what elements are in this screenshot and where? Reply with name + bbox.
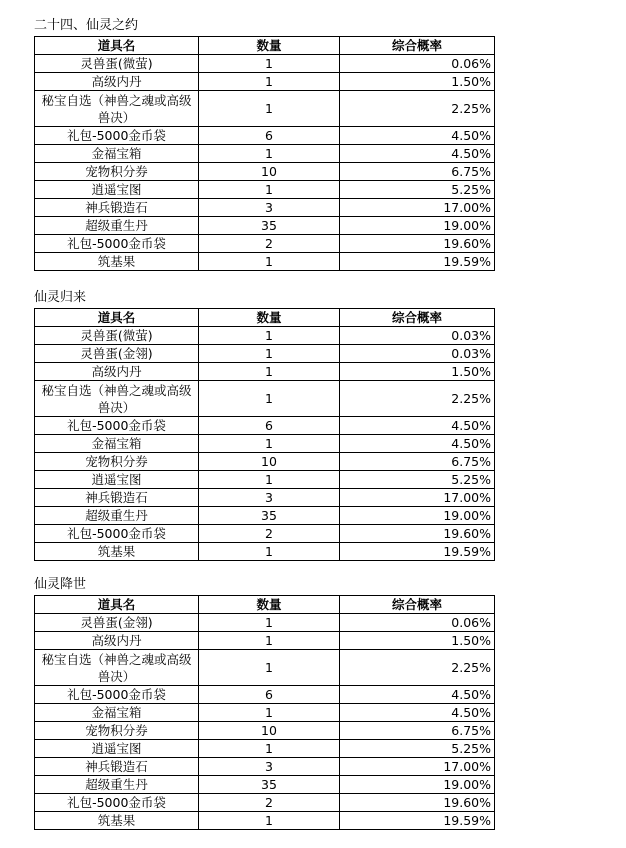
quantity-cell: 1 (199, 145, 340, 163)
table-row (35, 163, 495, 181)
quantity-cell: 2 (199, 525, 340, 543)
quantity-cell: 1 (199, 704, 340, 722)
quantity-cell: 1 (199, 181, 340, 199)
item-name-cell: 超级重生丹 (35, 507, 199, 525)
probability-cell: 4.50% (340, 704, 495, 722)
item-name-cell: 秘宝自选（神兽之魂或高级兽决） (35, 381, 199, 417)
probability-cell: 2.25% (340, 91, 495, 127)
table-row (35, 381, 495, 417)
quantity-cell: 2 (199, 235, 340, 253)
quantity-cell: 1 (199, 812, 340, 830)
item-name-cell: 灵兽蛋(微萤) (35, 327, 199, 345)
item-name-cell: 灵兽蛋(微萤) (35, 55, 199, 73)
quantity-cell: 1 (199, 73, 340, 91)
probability-cell: 4.50% (340, 127, 495, 145)
table-row (35, 345, 495, 363)
drop-rate-table (34, 595, 495, 830)
probability-cell: 19.59% (340, 253, 495, 271)
probability-cell: 1.50% (340, 632, 495, 650)
probability-cell: 19.59% (340, 812, 495, 830)
header-item-name: 道具名 (35, 37, 199, 55)
item-name-cell: 逍遥宝图 (35, 740, 199, 758)
probability-cell: 19.00% (340, 776, 495, 794)
quantity-cell: 1 (199, 543, 340, 561)
table-row (35, 758, 495, 776)
table-row (35, 55, 495, 73)
probability-cell: 17.00% (340, 758, 495, 776)
table-header-row (35, 596, 495, 614)
probability-cell: 1.50% (340, 73, 495, 91)
quantity-cell: 1 (199, 327, 340, 345)
item-name-cell: 神兵锻造石 (35, 489, 199, 507)
table-row (35, 73, 495, 91)
probability-cell: 19.00% (340, 217, 495, 235)
item-name-cell: 神兵锻造石 (35, 199, 199, 217)
section-title: 仙灵归来 (34, 290, 87, 305)
table-row (35, 507, 495, 525)
probability-cell: 19.60% (340, 235, 495, 253)
probability-cell: 0.03% (340, 345, 495, 363)
table-row (35, 722, 495, 740)
header-probability: 综合概率 (340, 596, 495, 614)
table-row (35, 181, 495, 199)
table-row (35, 686, 495, 704)
table-row (35, 327, 495, 345)
table-row (35, 812, 495, 830)
item-name-cell: 礼包-5000金币袋 (35, 235, 199, 253)
table-header-row (35, 37, 495, 55)
item-name-cell: 灵兽蛋(金翎) (35, 614, 199, 632)
table-row (35, 543, 495, 561)
table-row (35, 650, 495, 686)
quantity-cell: 6 (199, 686, 340, 704)
item-name-cell: 筑基果 (35, 253, 199, 271)
probability-cell: 0.03% (340, 327, 495, 345)
header-quantity: 数量 (199, 37, 340, 55)
probability-cell: 19.00% (340, 507, 495, 525)
table-row (35, 435, 495, 453)
table-row (35, 363, 495, 381)
table-row (35, 704, 495, 722)
header-item-name: 道具名 (35, 309, 199, 327)
drop-rate-table (34, 36, 495, 271)
item-name-cell: 宠物积分券 (35, 453, 199, 471)
quantity-cell: 1 (199, 363, 340, 381)
table-row (35, 614, 495, 632)
table-row (35, 253, 495, 271)
quantity-cell: 1 (199, 650, 340, 686)
probability-cell: 19.59% (340, 543, 495, 561)
table-row (35, 489, 495, 507)
quantity-cell: 10 (199, 163, 340, 181)
quantity-cell: 2 (199, 794, 340, 812)
quantity-cell: 10 (199, 722, 340, 740)
section-title: 二十四、仙灵之约 (34, 18, 139, 33)
probability-cell: 2.25% (340, 381, 495, 417)
item-name-cell: 筑基果 (35, 543, 199, 561)
probability-cell: 17.00% (340, 489, 495, 507)
item-name-cell: 筑基果 (35, 812, 199, 830)
item-name-cell: 超级重生丹 (35, 776, 199, 794)
item-name-cell: 超级重生丹 (35, 217, 199, 235)
item-name-cell: 宠物积分券 (35, 722, 199, 740)
probability-cell: 19.60% (340, 525, 495, 543)
table-header-row (35, 309, 495, 327)
probability-cell: 4.50% (340, 417, 495, 435)
probability-cell: 17.00% (340, 199, 495, 217)
item-name-cell: 礼包-5000金币袋 (35, 417, 199, 435)
table-row (35, 632, 495, 650)
item-name-cell: 金福宝箱 (35, 704, 199, 722)
drop-rate-table (34, 308, 495, 561)
item-name-cell: 高级内丹 (35, 632, 199, 650)
table-row (35, 235, 495, 253)
table-row (35, 740, 495, 758)
quantity-cell: 35 (199, 217, 340, 235)
probability-cell: 6.75% (340, 163, 495, 181)
table-row (35, 776, 495, 794)
table-row (35, 417, 495, 435)
item-name-cell: 金福宝箱 (35, 435, 199, 453)
probability-cell: 4.50% (340, 435, 495, 453)
item-name-cell: 金福宝箱 (35, 145, 199, 163)
quantity-cell: 3 (199, 199, 340, 217)
table-row (35, 217, 495, 235)
table-row (35, 91, 495, 127)
item-name-cell: 逍遥宝图 (35, 471, 199, 489)
probability-cell: 19.60% (340, 794, 495, 812)
probability-cell: 1.50% (340, 363, 495, 381)
probability-cell: 0.06% (340, 614, 495, 632)
quantity-cell: 35 (199, 776, 340, 794)
item-name-cell: 礼包-5000金币袋 (35, 794, 199, 812)
quantity-cell: 1 (199, 91, 340, 127)
probability-cell: 5.25% (340, 740, 495, 758)
table-row (35, 471, 495, 489)
probability-cell: 5.25% (340, 471, 495, 489)
quantity-cell: 3 (199, 489, 340, 507)
quantity-cell: 1 (199, 614, 340, 632)
item-name-cell: 宠物积分券 (35, 163, 199, 181)
table-row (35, 199, 495, 217)
item-name-cell: 神兵锻造石 (35, 758, 199, 776)
quantity-cell: 1 (199, 632, 340, 650)
quantity-cell: 1 (199, 253, 340, 271)
quantity-cell: 1 (199, 740, 340, 758)
item-name-cell: 礼包-5000金币袋 (35, 127, 199, 145)
item-name-cell: 灵兽蛋(金翎) (35, 345, 199, 363)
probability-cell: 4.50% (340, 686, 495, 704)
header-quantity: 数量 (199, 309, 340, 327)
item-name-cell: 礼包-5000金币袋 (35, 525, 199, 543)
item-name-cell: 秘宝自选（神兽之魂或高级兽决） (35, 650, 199, 686)
item-name-cell: 逍遥宝图 (35, 181, 199, 199)
quantity-cell: 1 (199, 345, 340, 363)
header-quantity: 数量 (199, 596, 340, 614)
quantity-cell: 6 (199, 417, 340, 435)
probability-cell: 0.06% (340, 55, 495, 73)
probability-cell: 5.25% (340, 181, 495, 199)
item-name-cell: 高级内丹 (35, 73, 199, 91)
item-name-cell: 高级内丹 (35, 363, 199, 381)
header-item-name: 道具名 (35, 596, 199, 614)
quantity-cell: 6 (199, 127, 340, 145)
table-row (35, 525, 495, 543)
quantity-cell: 1 (199, 435, 340, 453)
quantity-cell: 1 (199, 471, 340, 489)
quantity-cell: 3 (199, 758, 340, 776)
probability-cell: 4.50% (340, 145, 495, 163)
item-name-cell: 礼包-5000金币袋 (35, 686, 199, 704)
quantity-cell: 35 (199, 507, 340, 525)
header-probability: 综合概率 (340, 37, 495, 55)
probability-cell: 2.25% (340, 650, 495, 686)
quantity-cell: 1 (199, 55, 340, 73)
probability-cell: 6.75% (340, 453, 495, 471)
quantity-cell: 1 (199, 381, 340, 417)
table-row (35, 145, 495, 163)
probability-cell: 6.75% (340, 722, 495, 740)
header-probability: 综合概率 (340, 309, 495, 327)
quantity-cell: 10 (199, 453, 340, 471)
section-title: 仙灵降世 (34, 577, 87, 592)
table-row (35, 794, 495, 812)
item-name-cell: 秘宝自选（神兽之魂或高级兽决） (35, 91, 199, 127)
table-row (35, 127, 495, 145)
table-row (35, 453, 495, 471)
